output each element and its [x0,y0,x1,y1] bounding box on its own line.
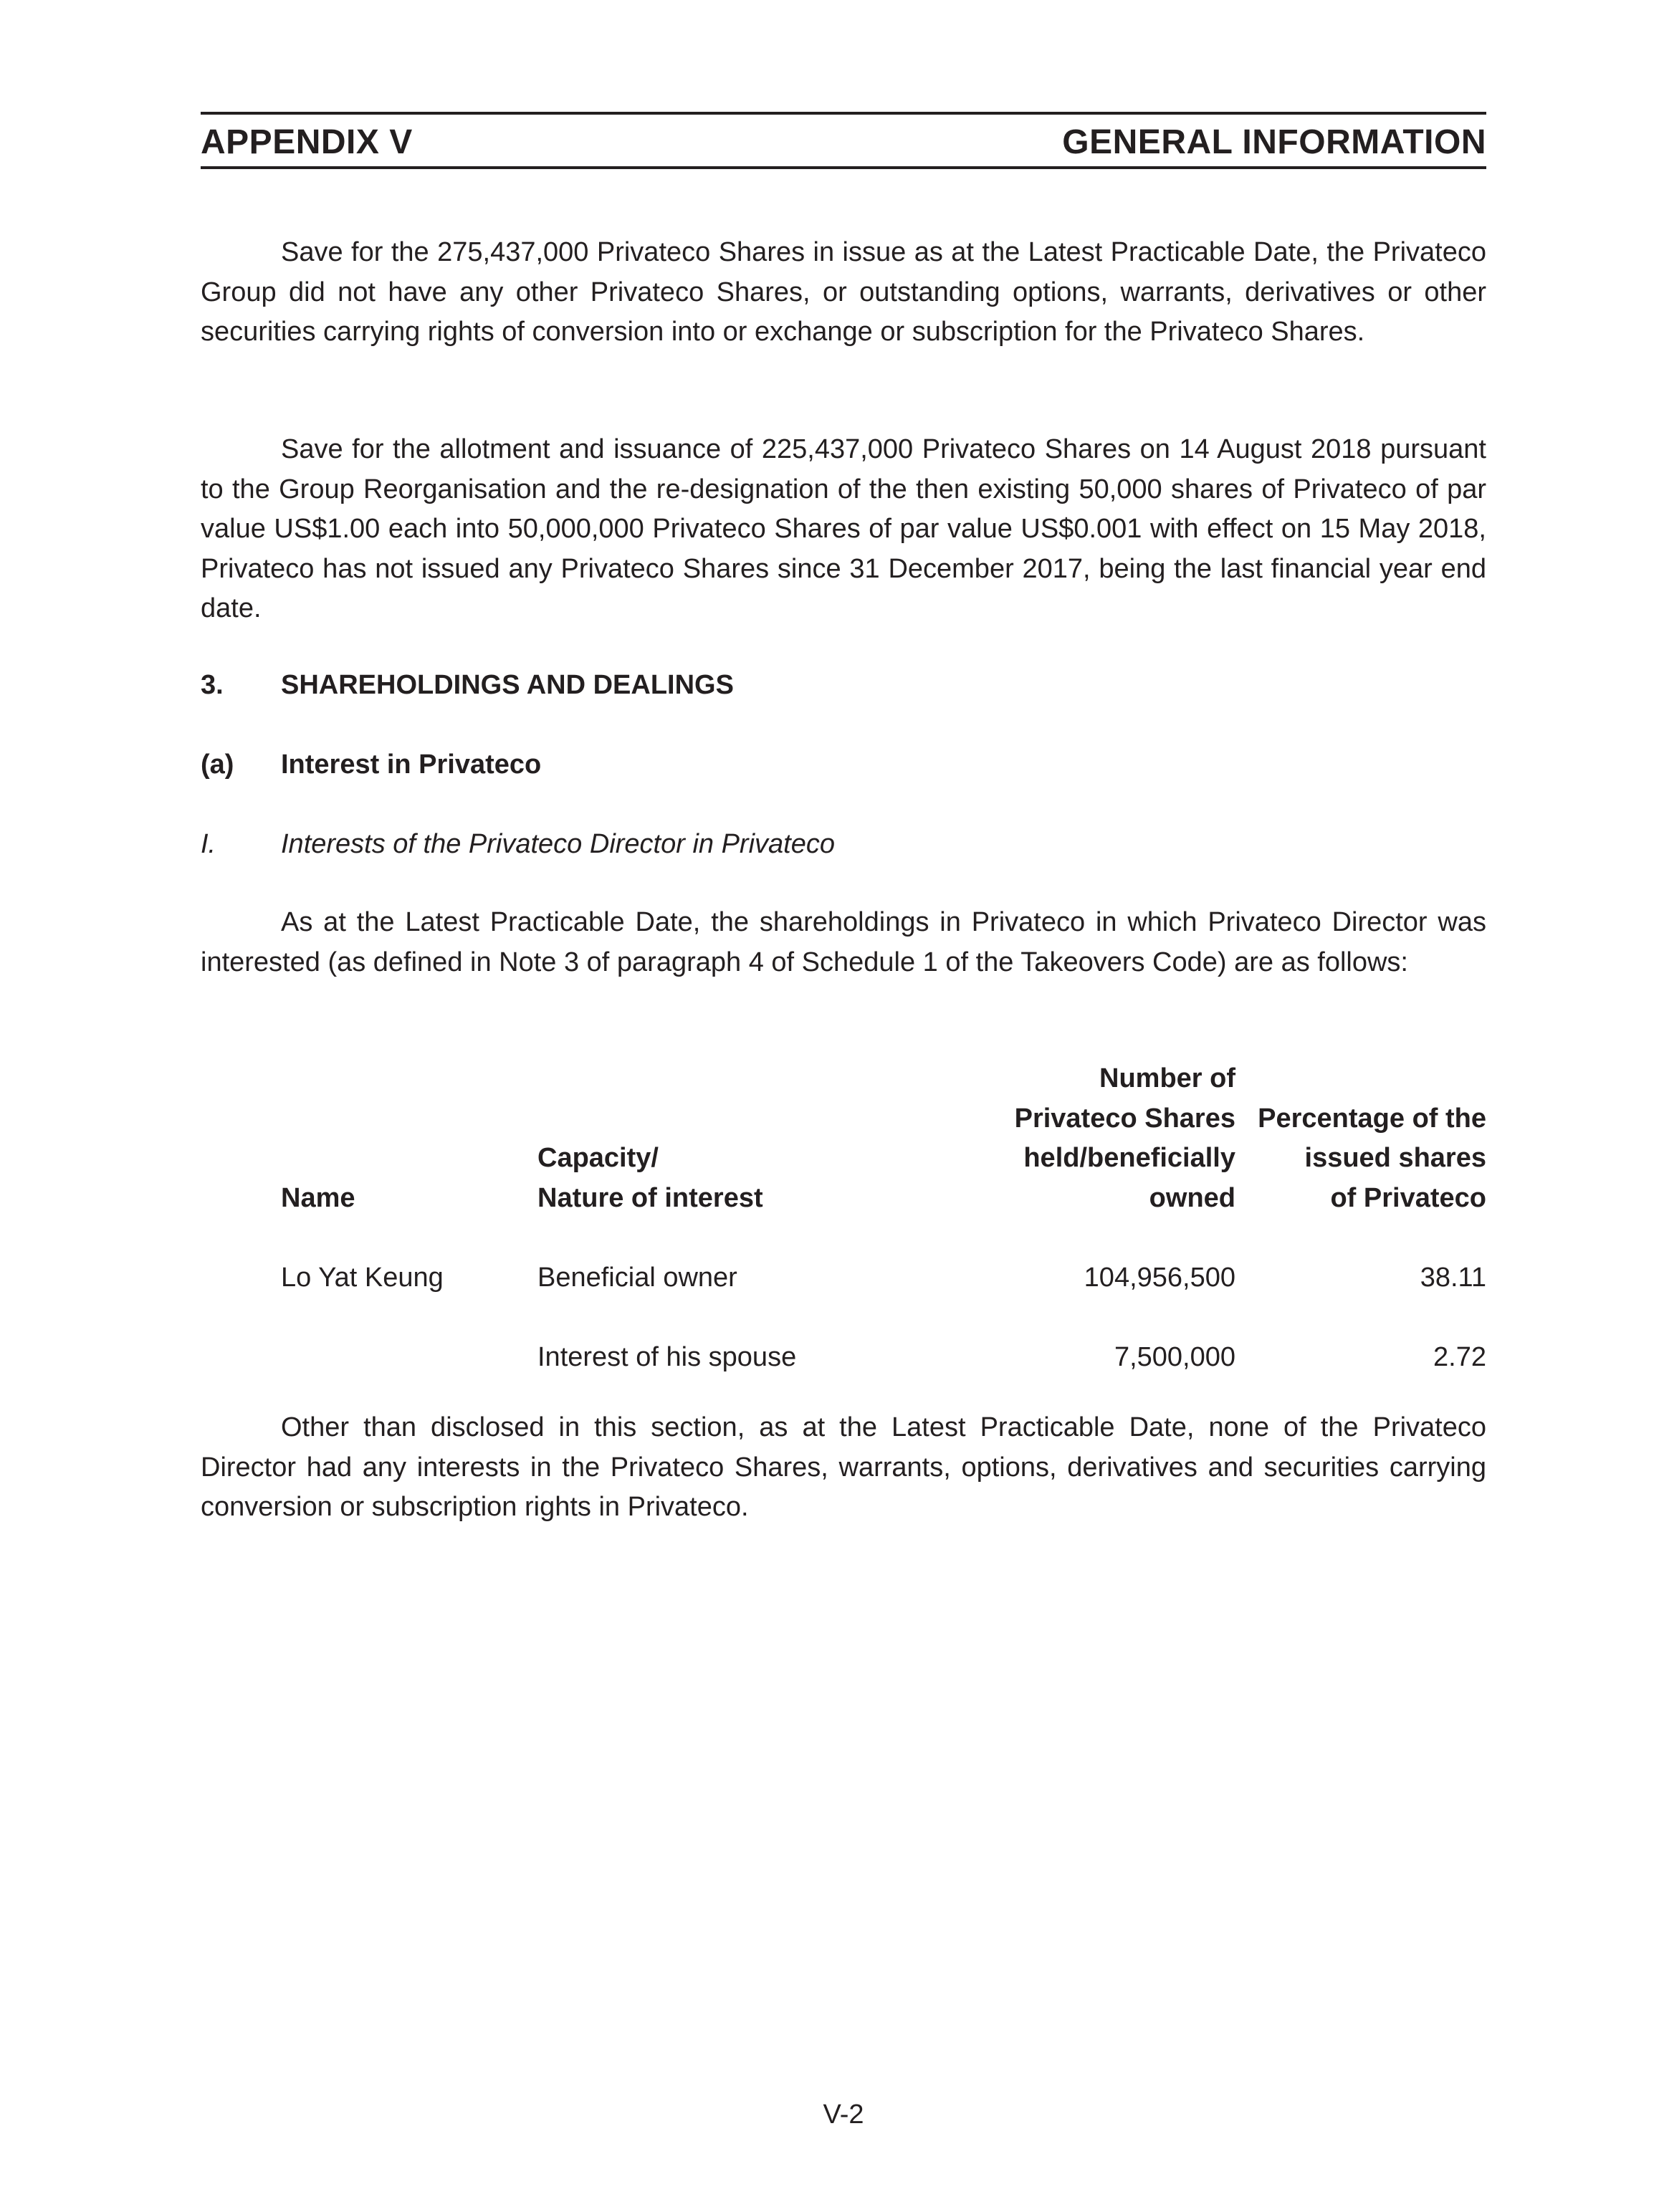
cell-name [281,1338,537,1378]
table-row [281,1258,1486,1298]
header-name [281,1059,537,1218]
header-capacity-line1: Capacity/ [537,1143,659,1173]
subsubsection-title: Interests of the Privateco Director in Privateco [281,829,835,859]
paragraph-text: Other than disclosed in this section, as at the Latest Practicable Date, none of the Privateco Director had any interests in the Privateco Shares, warrants, options, derivatives and securities carrying conversion or subscription rights in Privateco. [201,1412,1486,1522]
header-name-text: Name [281,1182,355,1213]
paragraph-allotment [201,430,1486,629]
header-shares-line4: owned [1149,1182,1235,1213]
cell-shares: 7,500,000 [1114,1341,1235,1372]
paragraph-shareholdings-intro [201,903,1486,982]
section-heading [201,670,734,701]
header-bottom-rule [201,166,1486,169]
header-shares-line3: held/beneficially [1023,1143,1235,1173]
table-spacer [281,1218,1486,1258]
subsection-heading [201,750,541,780]
paragraph-other-interests [201,1408,1486,1528]
table-spacer [281,1298,1486,1338]
header-shares-line1: Number of [1099,1063,1235,1093]
paragraph-text: Save for the allotment and issuance of 225,437,000 Privateco Shares on 14 August 2018 pursuant to the Group Reorganisation and the re-designation of the then existing 50,000 shares of Privateco of par value US$1.00 each into 50,000,000 Privateco Shares of par value US$0.001 with effect on 15 May 2018, Privateco has not issued any Privateco Shares since 31 December 2017, being the last financial year end date. [201,434,1486,623]
document-page [201,0,1486,2212]
cell-name: Lo Yat Keung [281,1262,444,1293]
section-title: SHAREHOLDINGS AND DEALINGS [281,670,734,700]
header-capacity-line2: Nature of interest [537,1182,763,1213]
page-header [201,120,1486,163]
table-row [281,1338,1486,1378]
subsubsection-heading [201,829,835,860]
subsection-title: Interest in Privateco [281,750,542,780]
header-capacity [537,1059,923,1218]
paragraph-shares-in-issue [201,233,1486,353]
cell-shares: 104,956,500 [1084,1262,1235,1293]
paragraph-text: Save for the 275,437,000 Privateco Shares in issue as at the Latest Practicable Date, the Privateco Group did not have any other Privateco Shares, or outstanding options, warrants, derivatives or other securities carrying rights of conversion into or exchange or subscription for the Privateco Shares. [201,237,1486,347]
paragraph-text: As at the Latest Practicable Date, the shareholdings in Privateco in which Privateco Director was interested (as defined in Note 3 of paragraph 4 of Schedule 1 of the Takeovers Code) are as follows: [201,907,1486,977]
header-shares [923,1059,1235,1218]
cell-capacity: Beneficial owner [537,1262,737,1293]
page-number: V-2 [823,2100,864,2130]
header-shares-line2: Privateco Shares [1014,1103,1235,1134]
header-percentage [1235,1059,1486,1218]
subsection-number: (a) [201,750,234,780]
header-pct-line1: Percentage of the [1258,1103,1486,1134]
table-header-row [281,1059,1486,1218]
header-pct-line2: issued shares [1304,1143,1486,1173]
cell-percentage: 38.11 [1420,1262,1486,1293]
header-top-rule [201,112,1486,115]
subsubsection-number: I. [201,829,216,859]
header-right-title: GENERAL INFORMATION [1062,123,1486,161]
cell-percentage: 2.72 [1433,1341,1486,1372]
cell-capacity: Interest of his spouse [537,1341,797,1372]
section-number: 3. [201,670,224,700]
header-pct-line3: of Privateco [1330,1182,1486,1213]
header-left-title: APPENDIX V [201,123,413,161]
shareholdings-table [281,1059,1486,1377]
